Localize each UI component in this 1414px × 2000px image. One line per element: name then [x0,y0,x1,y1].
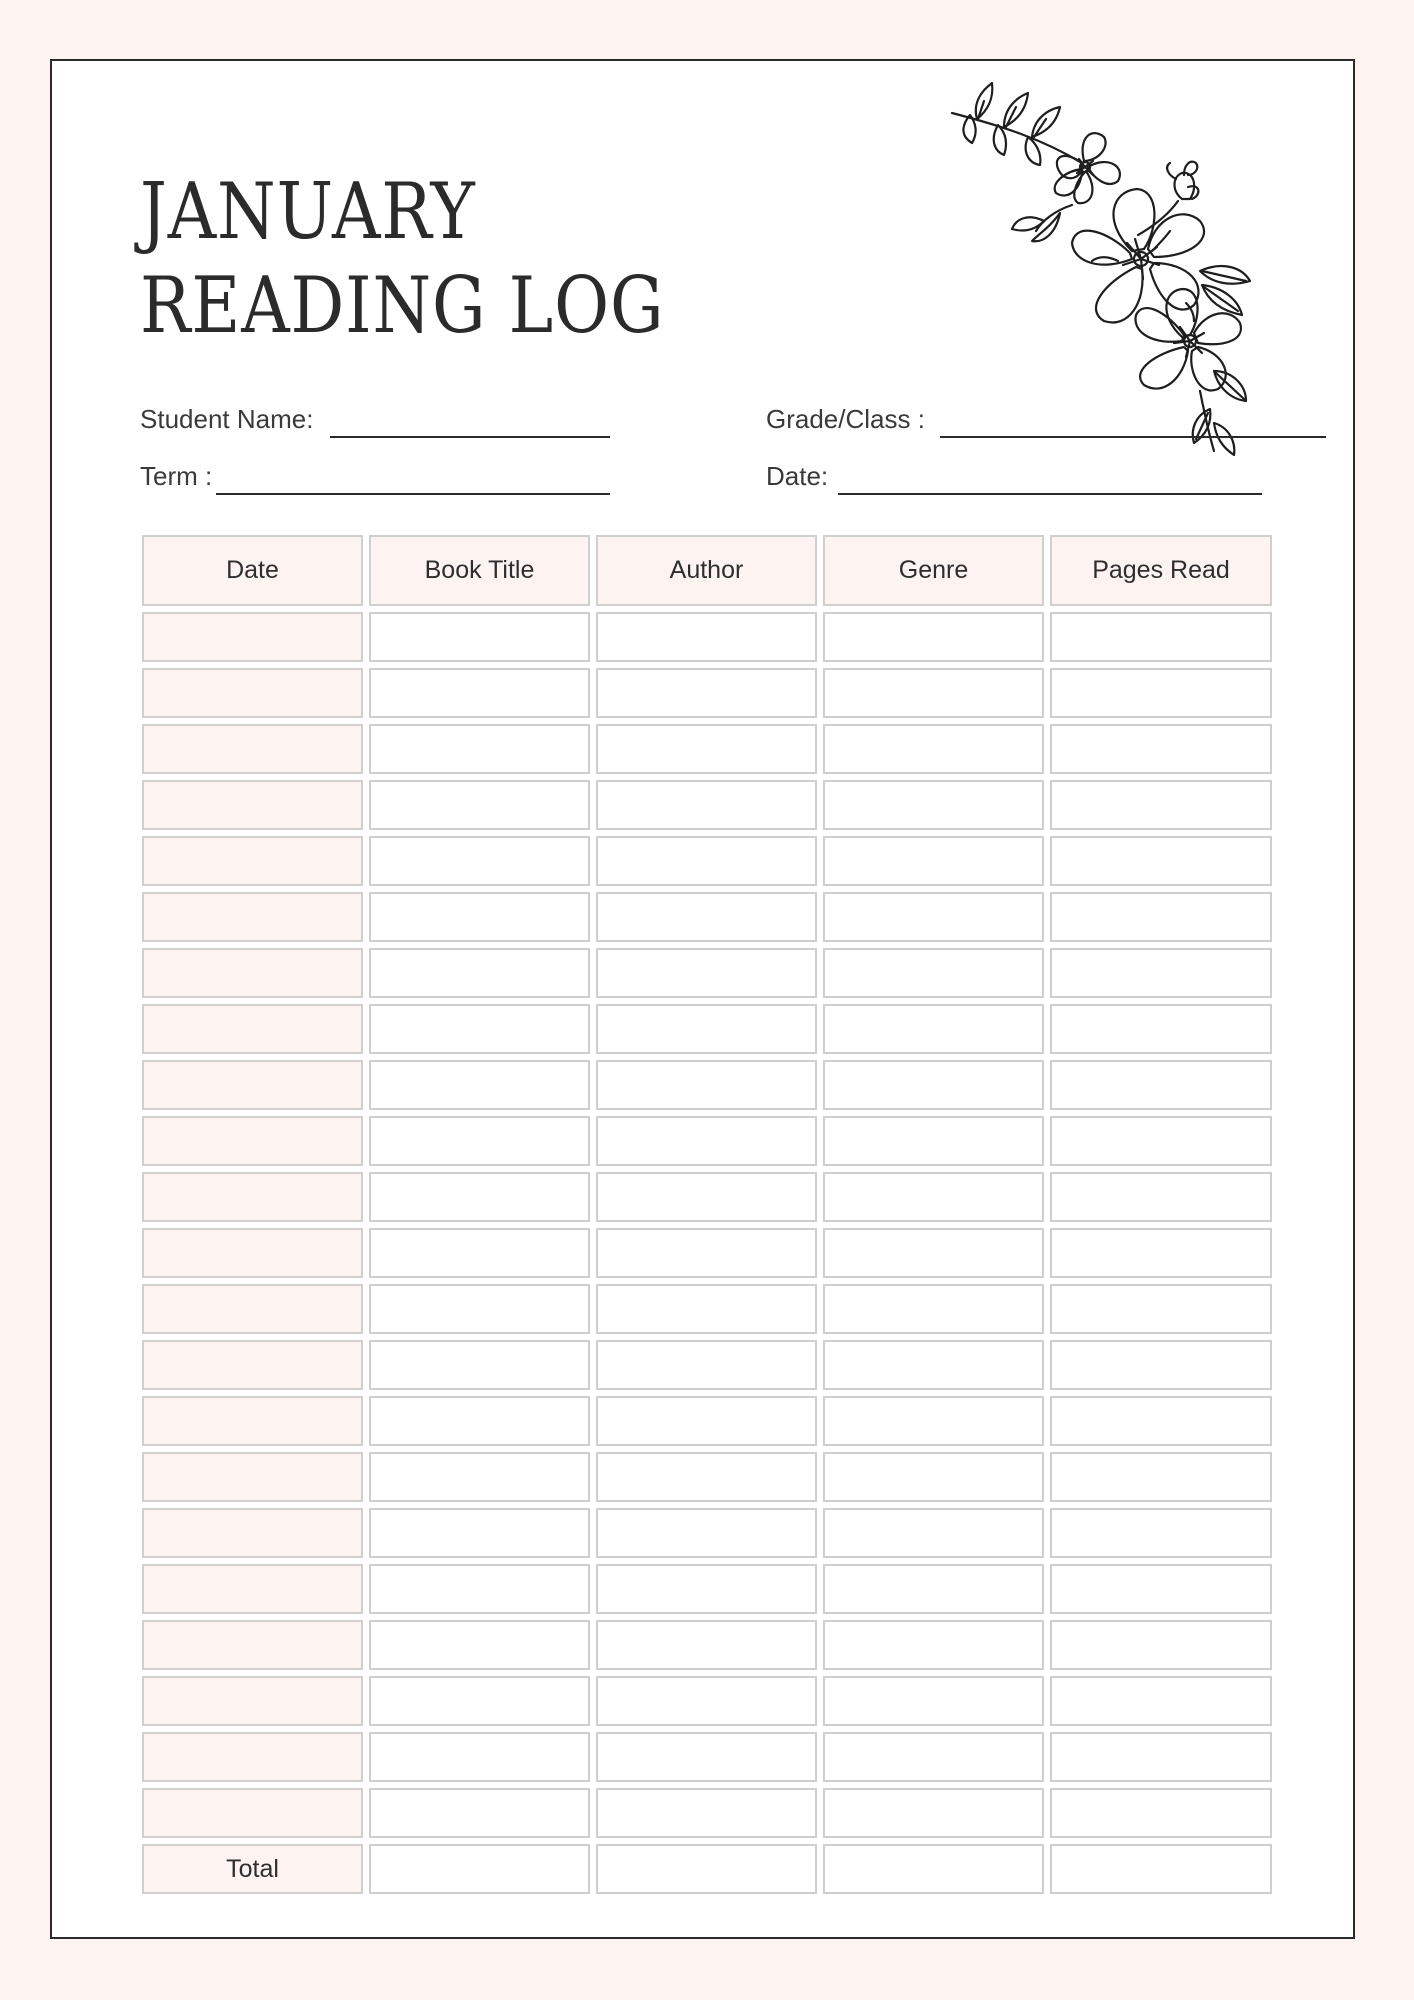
author-cell[interactable] [596,724,817,774]
table-row [142,1396,1272,1446]
header-book-title: Book Title [369,535,590,606]
date-line[interactable] [838,493,1262,495]
book-title-cell[interactable] [369,1004,590,1054]
genre-cell[interactable] [823,1060,1044,1110]
genre-cell[interactable] [823,1284,1044,1334]
pages-read-cell[interactable] [1050,1172,1272,1222]
author-cell[interactable] [596,612,817,662]
book-title-cell[interactable] [369,668,590,718]
genre-cell[interactable] [823,612,1044,662]
table-row [142,1172,1272,1222]
book-title-cell[interactable] [369,780,590,830]
pages-read-cell[interactable] [1050,1676,1272,1726]
table-row [142,1620,1272,1670]
reading-log-sheet [50,59,1355,1939]
table-row [142,1564,1272,1614]
book-title-cell[interactable] [369,724,590,774]
author-cell[interactable] [596,1620,817,1670]
date-cell[interactable] [142,780,363,830]
table-row [142,836,1272,886]
table-header-row [142,535,1272,606]
grade-class-field[interactable] [766,404,1326,438]
author-cell[interactable] [596,1676,817,1726]
book-title-cell[interactable] [369,1340,590,1390]
table-row [142,948,1272,998]
book-title-cell[interactable] [369,1172,590,1222]
author-cell[interactable] [596,1452,817,1502]
pages-read-cell[interactable] [1050,1284,1272,1334]
pages-read-cell[interactable] [1050,1004,1272,1054]
term-label: Term : [140,461,213,491]
pages-read-cell[interactable] [1050,948,1272,998]
book-title-cell[interactable] [369,948,590,998]
table-row [142,892,1272,942]
genre-cell[interactable] [823,1508,1044,1558]
genre-cell[interactable] [823,1676,1044,1726]
book-title-cell[interactable] [369,1396,590,1446]
table-row [142,1228,1272,1278]
total-author-cell[interactable] [596,1844,817,1894]
book-title-cell[interactable] [369,1676,590,1726]
table-row [142,1452,1272,1502]
pages-read-cell[interactable] [1050,1620,1272,1670]
total-row [142,1844,1272,1894]
table-row [142,724,1272,774]
table-row [142,668,1272,718]
pages-read-cell[interactable] [1050,1732,1272,1782]
date-field[interactable] [766,461,1326,495]
genre-cell[interactable] [823,1452,1044,1502]
author-cell[interactable] [596,1228,817,1278]
date-cell[interactable] [142,1060,363,1110]
table-row [142,1284,1272,1334]
genre-cell[interactable] [823,1116,1044,1166]
author-cell[interactable] [596,892,817,942]
table-row [142,1788,1272,1838]
table-row [142,1340,1272,1390]
pages-read-cell[interactable] [1050,1788,1272,1838]
pages-read-cell[interactable] [1050,1228,1272,1278]
date-label: Date: [766,461,829,491]
grade-class-line[interactable] [940,436,1326,438]
genre-cell[interactable] [823,1004,1044,1054]
genre-cell[interactable] [823,1172,1044,1222]
date-cell[interactable] [142,1508,363,1558]
author-cell[interactable] [596,836,817,886]
date-cell[interactable] [142,668,363,718]
book-title-cell[interactable] [369,1564,590,1614]
author-cell[interactable] [596,1116,817,1166]
date-cell[interactable] [142,724,363,774]
header-date: Date [142,535,363,606]
date-cell[interactable] [142,1396,363,1446]
date-cell[interactable] [142,1676,363,1726]
student-name-label: Student Name: [140,404,314,434]
book-title-cell[interactable] [369,1060,590,1110]
author-cell[interactable] [596,1004,817,1054]
pages-read-cell[interactable] [1050,780,1272,830]
table-row [142,612,1272,662]
pages-read-cell[interactable] [1050,892,1272,942]
total-book-title-cell[interactable] [369,1844,590,1894]
book-title-cell[interactable] [369,892,590,942]
pages-read-cell[interactable] [1050,1340,1272,1390]
author-cell[interactable] [596,1340,817,1390]
pages-read-cell[interactable] [1050,1060,1272,1110]
pages-read-cell[interactable] [1050,668,1272,718]
grade-class-label: Grade/Class : [766,404,925,434]
genre-cell[interactable] [823,1732,1044,1782]
book-title-cell[interactable] [369,1732,590,1782]
book-title-cell[interactable] [369,1620,590,1670]
table-body [142,612,1272,1894]
student-name-field[interactable] [140,404,610,438]
author-cell[interactable] [596,948,817,998]
pages-read-cell[interactable] [1050,1452,1272,1502]
total-genre-cell[interactable] [823,1844,1044,1894]
author-cell[interactable] [596,1172,817,1222]
genre-cell[interactable] [823,668,1044,718]
table-row [142,1004,1272,1054]
date-cell[interactable] [142,1116,363,1166]
book-title-cell[interactable] [369,1228,590,1278]
title-line-2: READING LOG [140,261,665,351]
date-cell[interactable] [142,1228,363,1278]
reading-log-table [136,529,1278,1900]
pages-read-cell[interactable] [1050,1564,1272,1614]
pages-read-cell[interactable] [1050,612,1272,662]
pages-read-cell[interactable] [1050,1508,1272,1558]
table-row [142,1116,1272,1166]
date-cell[interactable] [142,1172,363,1222]
term-field[interactable] [140,461,610,495]
student-name-line[interactable] [330,436,610,438]
author-cell[interactable] [596,1284,817,1334]
book-title-cell[interactable] [369,1788,590,1838]
book-title-cell[interactable] [369,1116,590,1166]
header-author: Author [596,535,817,606]
date-cell[interactable] [142,612,363,662]
author-cell[interactable] [596,780,817,830]
date-cell[interactable] [142,1284,363,1334]
genre-cell[interactable] [823,1396,1044,1446]
book-title-cell[interactable] [369,612,590,662]
genre-cell[interactable] [823,836,1044,886]
genre-cell[interactable] [823,948,1044,998]
genre-cell[interactable] [823,892,1044,942]
book-title-cell[interactable] [369,1508,590,1558]
genre-cell[interactable] [823,724,1044,774]
date-cell[interactable] [142,1732,363,1782]
header-pages-read: Pages Read [1050,535,1272,606]
table-row [142,1732,1272,1782]
author-cell[interactable] [596,1732,817,1782]
pages-read-cell[interactable] [1050,724,1272,774]
pages-read-cell[interactable] [1050,1116,1272,1166]
date-cell[interactable] [142,1004,363,1054]
pages-read-cell[interactable] [1050,1396,1272,1446]
genre-cell[interactable] [823,1340,1044,1390]
author-cell[interactable] [596,1060,817,1110]
table-row [142,1508,1272,1558]
date-cell[interactable] [142,1340,363,1390]
date-cell[interactable] [142,1788,363,1838]
author-cell[interactable] [596,1564,817,1614]
genre-cell[interactable] [823,780,1044,830]
header-genre: Genre [823,535,1044,606]
author-cell[interactable] [596,668,817,718]
date-cell[interactable] [142,1620,363,1670]
book-title-cell[interactable] [369,1452,590,1502]
date-cell[interactable] [142,836,363,886]
genre-cell[interactable] [823,1564,1044,1614]
genre-cell[interactable] [823,1788,1044,1838]
date-cell[interactable] [142,1564,363,1614]
author-cell[interactable] [596,1788,817,1838]
book-title-cell[interactable] [369,836,590,886]
author-cell[interactable] [596,1508,817,1558]
title-line-1: JANUARY [140,167,476,257]
date-cell[interactable] [142,948,363,998]
book-title-cell[interactable] [369,1284,590,1334]
table-row [142,1060,1272,1110]
pages-read-cell[interactable] [1050,836,1272,886]
table-row [142,1676,1272,1726]
table-row [142,780,1272,830]
total-pages-read-cell[interactable] [1050,1844,1272,1894]
genre-cell[interactable] [823,1620,1044,1670]
genre-cell[interactable] [823,1228,1044,1278]
date-cell[interactable] [142,892,363,942]
author-cell[interactable] [596,1396,817,1446]
term-line[interactable] [216,493,610,495]
total-label: Total [142,1844,363,1894]
date-cell[interactable] [142,1452,363,1502]
